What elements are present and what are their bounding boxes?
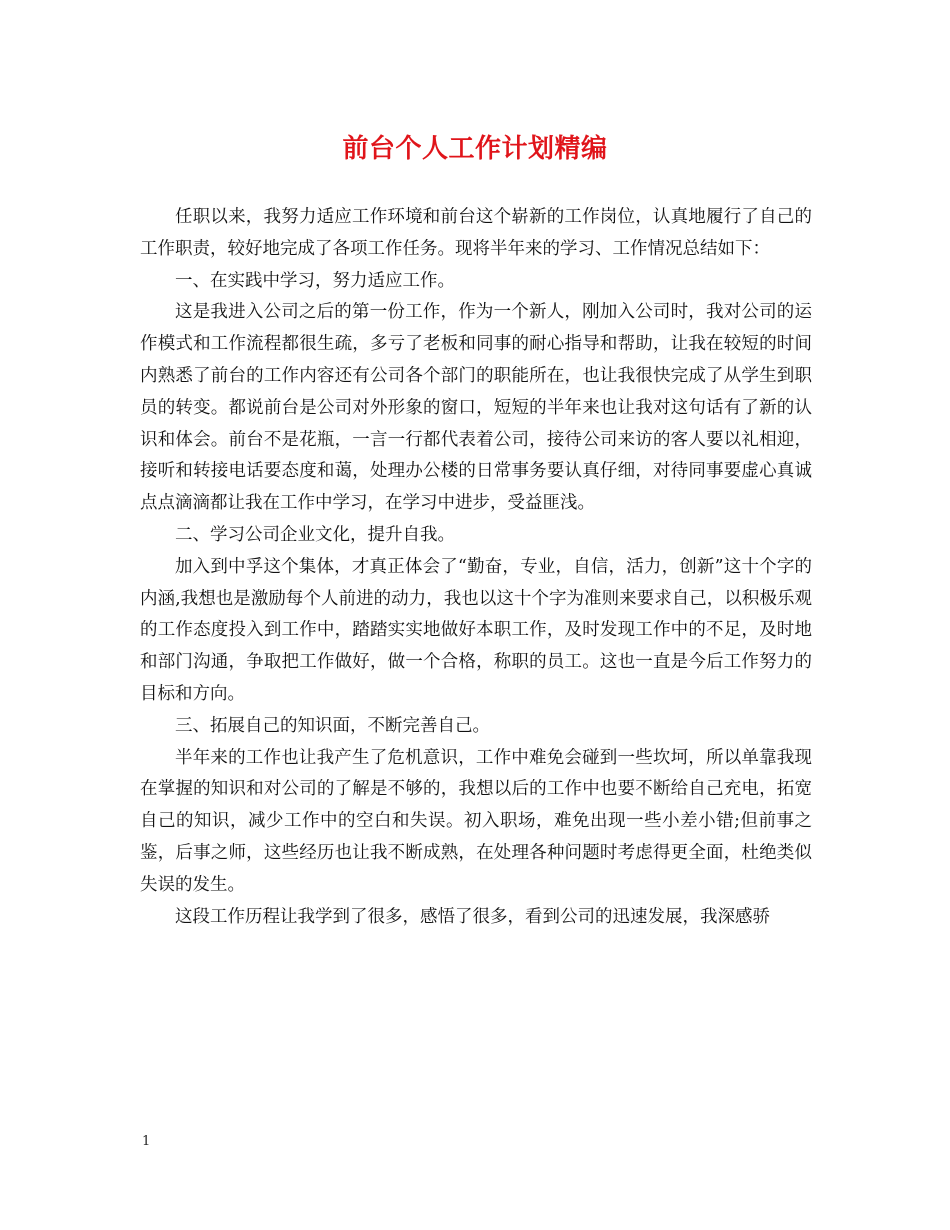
paragraph: 这是我进入公司之后的第一份工作，作为一个新人，刚加入公司时，我对公司的运作模式和工作流程都很生疏，多亏了老板和同事的耐心指导和帮助，让我在较短的时间内熟悉了前台的工作内容还有公司各个部门的职能所在，也让我很快完成了从学生到职员的转变。都说前台是公司对外形象的窗口，短短的半年来也让我对这句话有了新的认识和体会。前台不是花瓶，一言一行都代表着公司，接待公司来访的客人要以礼相迎，接听和转接电话要态度和蔼，处理办公楼的日常事务要认真仔细，对待同事要虚心真诚点点滴滴都让我在工作中学习，在学习中进步，受益匪浅。 [140,302,812,514]
document-body [140,202,812,933]
paragraph: 加入到中孚这个集体，才真正体会了“勤奋，专业，自信，活力，创新”这十个字的内涵,我想也是激励每个人前进的动力，我也以这十个字为准则来要求自己，以积极乐观的工作态度投入到工作中，踏踏实实地做好本职工作，及时发现工作中的不足，及时地和部门沟通，争取把工作做好，做一个合格，称职的员工。这也一直是今后工作努力的目标和方向。 [140,556,812,704]
page-number: 1 [142,1134,151,1149]
paragraph: 半年来的工作也让我产生了危机意识，工作中难免会碰到一些坎坷，所以单靠我现在掌握的知识和对公司的了解是不够的，我想以后的工作中也要不断给自己充电，拓宽自己的知识，减少工作中的空白和失误。初入职场，难免出现一些小差小错;但前事之鉴，后事之师，这些经历也让我不断成熟，在处理各种问题时考虑得更全面，杜绝类似失误的发生。 [140,747,812,895]
section-heading: 三、拓展自己的知识面，不断完善自己。 [175,715,490,736]
paragraph: 任职以来，我努力适应工作环境和前台这个崭新的工作岗位，认真地履行了自己的工作职责，较好地完成了各项工作任务。现将半年来的学习、工作情况总结如下： [140,207,812,259]
paragraph: 这段工作历程让我学到了很多，感悟了很多，看到公司的迅速发展，我深感骄 [175,906,770,927]
section-heading: 一、在实践中学习，努力适应工作。 [175,270,455,291]
section-heading: 二、学习公司企业文化，提升自我。 [175,524,455,545]
document-title: 前台个人工作计划精编 [342,134,608,164]
